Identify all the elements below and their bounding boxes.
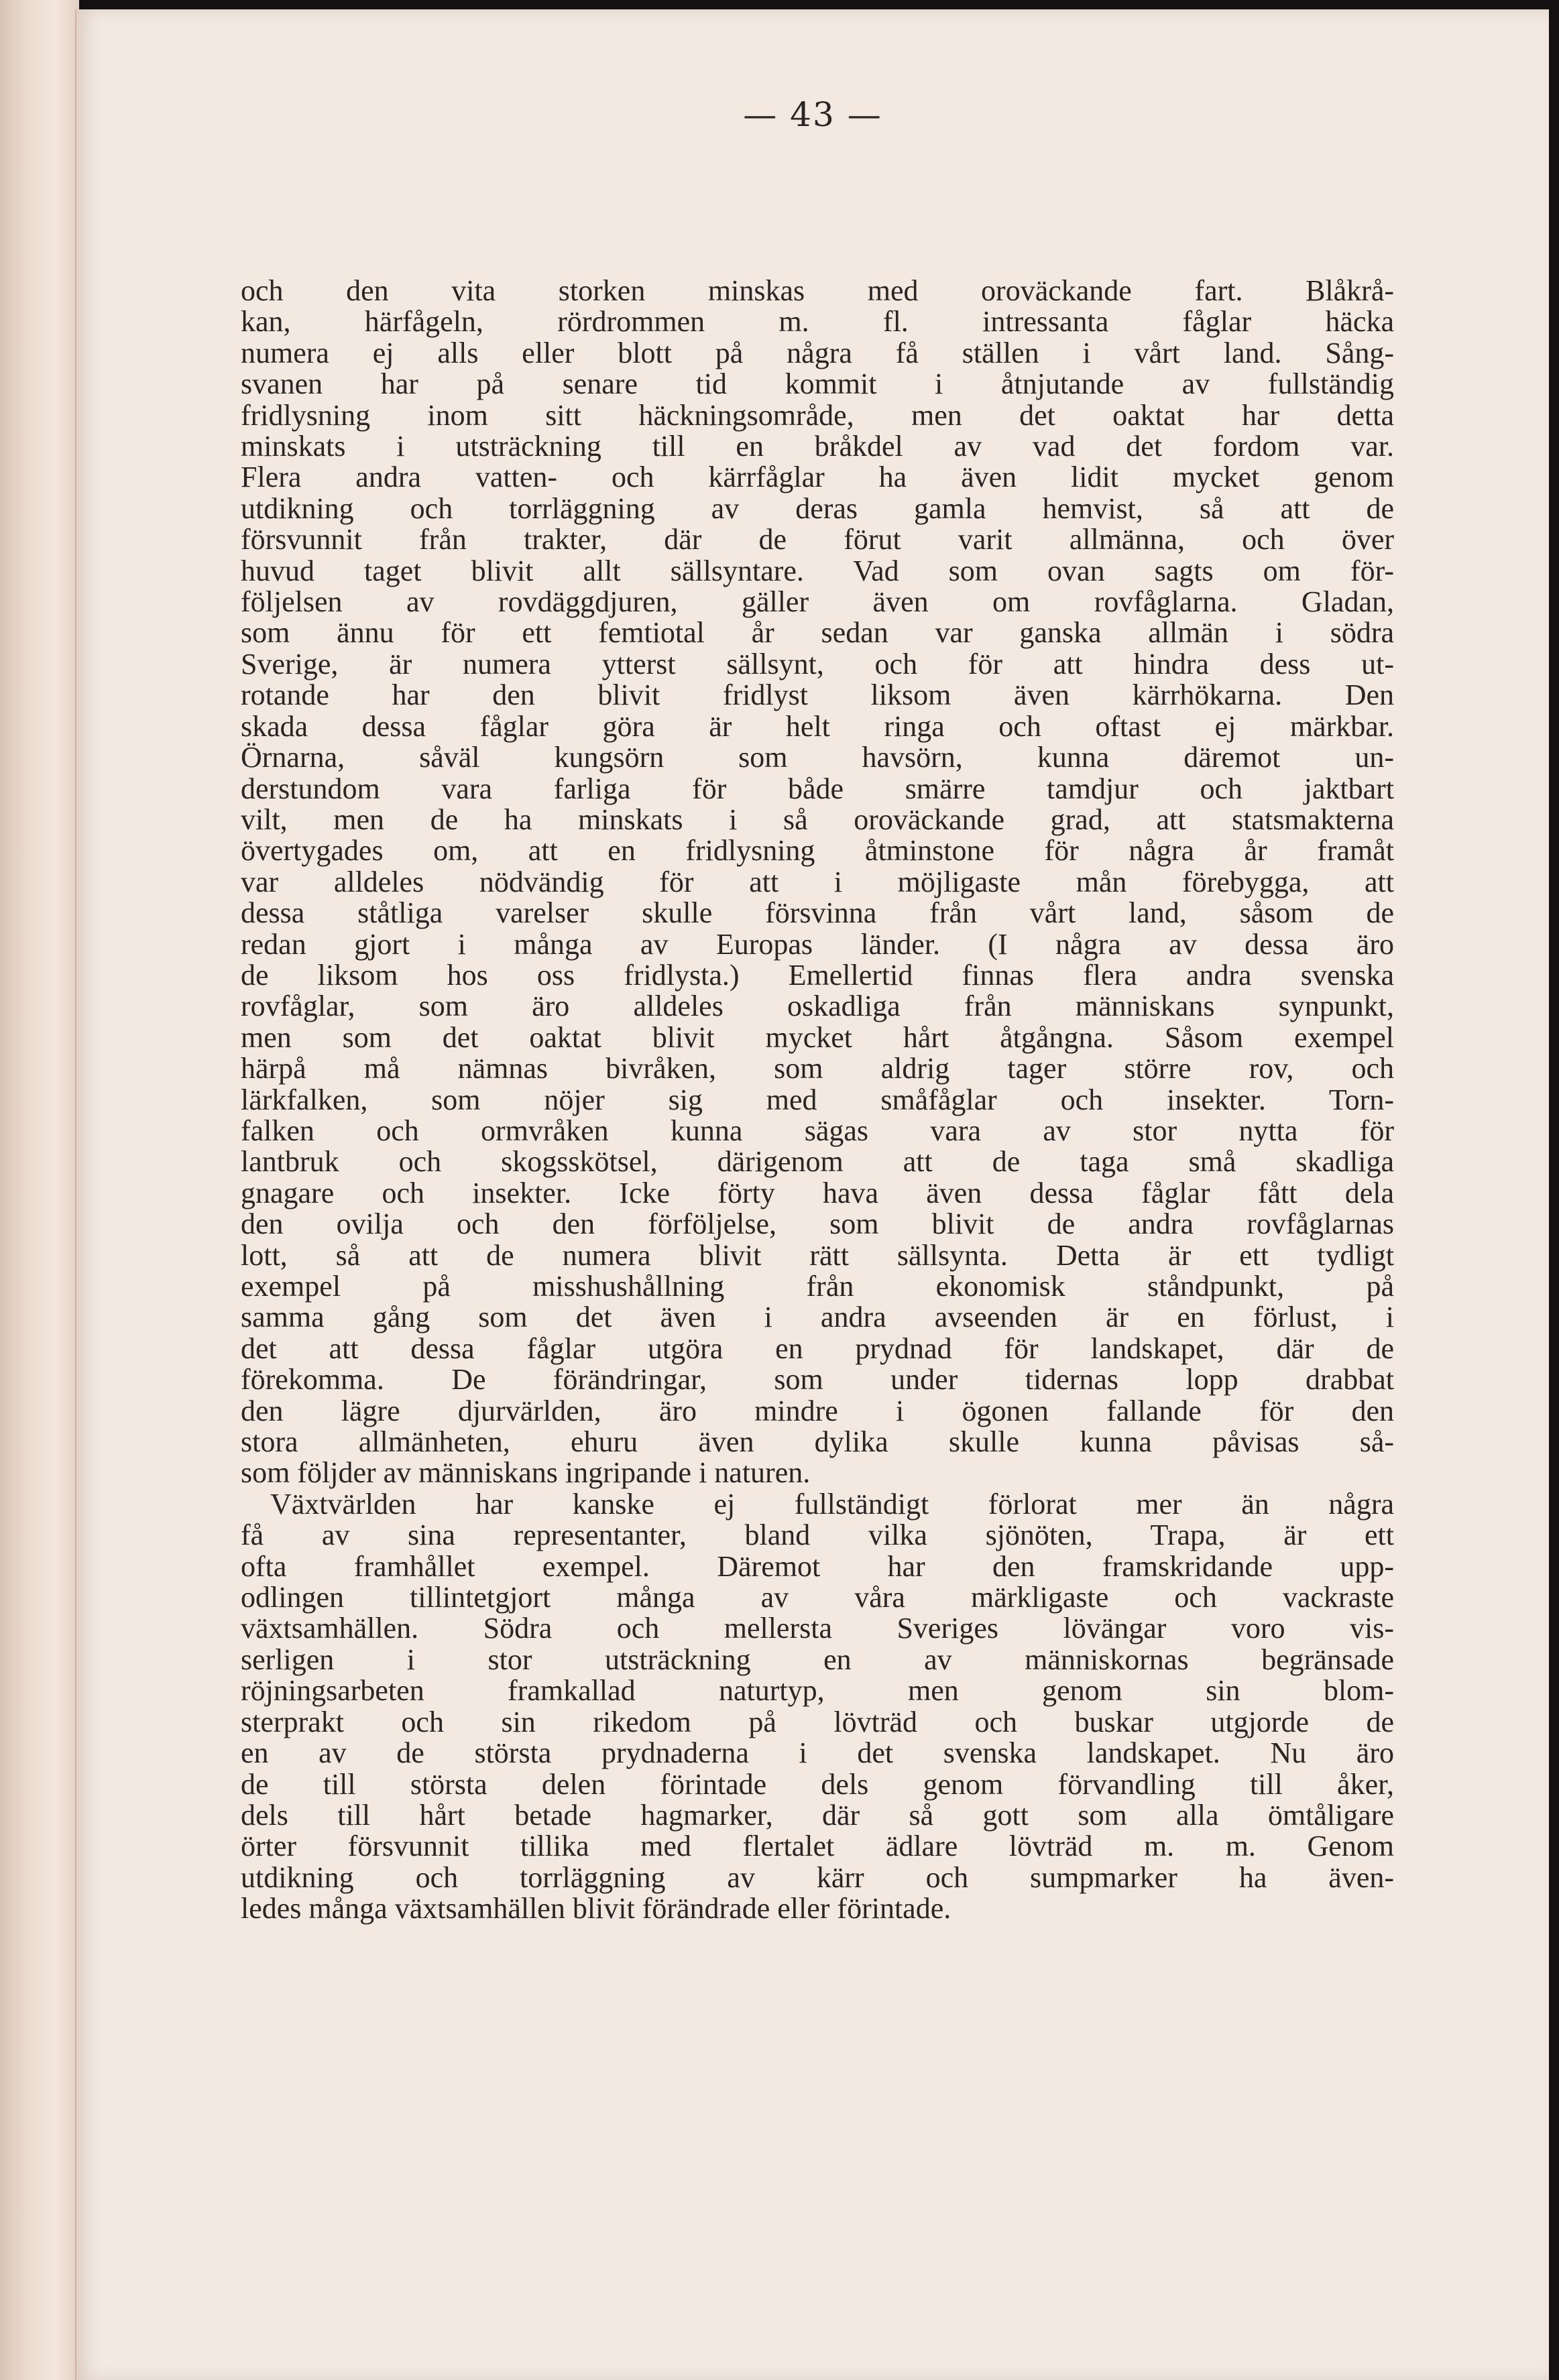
text-line: de till största delen förintade dels genom förvandling till åker, [241, 1767, 1394, 1801]
text-line: örter försvunnit tillika med flertalet ädlare lövträd m. m. Genom [241, 1830, 1394, 1863]
text-line: Örnarna, såväl kungsörn som havsörn, kunna däremot un- [241, 741, 1394, 774]
text-line: ledes många växtsamhällen blivit förändrade eller förintade. [241, 1892, 951, 1925]
text-line: lott, så att de numera blivit rätt sällsynta. Detta är ett tydligt [241, 1238, 1394, 1272]
text-line: dessa ståtliga varelser skulle försvinna från vårt land, såsom de [241, 896, 1394, 930]
text-line: stora allmänheten, ehuru även dylika skulle kunna påvisas så- [241, 1425, 1394, 1459]
body-text [241, 276, 1394, 1925]
text-line: följelsen av rovdäggdjuren, gäller även om rovfåglarna. Gladan, [241, 585, 1394, 619]
text-line: rovfåglar, som äro alldeles oskadliga från människans synpunkt, [241, 990, 1394, 1023]
text-line: svanen har på senare tid kommit i åtnjutande av fullständig [241, 367, 1394, 401]
text-line: odlingen tillintetgjort många av våra märkligaste och vackraste [241, 1581, 1394, 1614]
text-line: sterprakt och sin rikedom på lövträd och buskar utgjorde de [241, 1705, 1394, 1738]
text-line: var alldeles nödvändig för att i möjligaste mån förebygga, att [241, 865, 1394, 898]
text-line: den lägre djurvärlden, äro mindre i ögonen fallande för den [241, 1394, 1394, 1427]
text-line: exempel på misshushållning från ekonomisk ståndpunkt, på [241, 1270, 1394, 1303]
text-line: de liksom hos oss fridlysta.) Emellertid finnas flera andra svenska [241, 958, 1394, 992]
text-line: vilt, men de ha minskats i så oroväckande grad, att statsmakterna [241, 802, 1394, 836]
text-line: serligen i stor utsträckning en av människornas begränsade [241, 1643, 1394, 1676]
text-line: lantbruk och skogsskötsel, därigenom att de taga små skadliga [241, 1145, 1394, 1179]
previous-page-edge [0, 0, 79, 2380]
text-line: minskats i utsträckning till en bråkdel av vad det fordom var. [241, 430, 1394, 463]
text-line: förekomma. De förändringar, som under tidernas lopp drabbat [241, 1363, 1394, 1396]
text-line: Växtvärlden har kanske ej fullständigt förlorat mer än några [270, 1487, 1394, 1521]
text-line: röjningsarbeten framkallad naturtyp, men genom sin blom- [241, 1674, 1394, 1708]
text-line: dels till hårt betade hagmarker, där så gott som alla ömtåligare [241, 1798, 1394, 1832]
text-line: fridlysning inom sitt häckningsområde, men det oaktat har detta [241, 398, 1394, 432]
text-line: utdikning och torrläggning av deras gamla hemvist, så att de [241, 491, 1394, 525]
text-line: utdikning och torrläggning av kärr och sumpmarker ha även- [241, 1860, 1394, 1894]
text-line: försvunnit från trakter, där de förut varit allmänna, och över [241, 523, 1394, 556]
text-line: falken och ormvråken kunna sägas vara av stor nytta för [241, 1114, 1394, 1147]
book-page [75, 9, 1549, 2380]
text-line: skada dessa fåglar göra är helt ringa och oftast ej märkbar. [241, 709, 1394, 743]
text-line: lärkfalken, som nöjer sig med småfåglar och insekter. Torn- [241, 1083, 1394, 1116]
text-line: kan, härfågeln, rördrommen m. fl. intressanta fåglar häcka [241, 305, 1394, 339]
text-line: övertygades om, att en fridlysning åtminstone för några år framåt [241, 834, 1394, 868]
text-line: och den vita storken minskas med oroväckande fart. Blåkrå- [241, 274, 1394, 307]
text-line: få av sina representanter, bland vilka sjönöten, Trapa, är ett [241, 1519, 1394, 1552]
text-line: samma gång som det även i andra avseenden är en förlust, i [241, 1301, 1394, 1334]
text-line: huvud taget blivit allt sällsyntare. Vad som ovan sagts om för- [241, 554, 1394, 587]
text-line: redan gjort i många av Europas länder. (I några av dessa äro [241, 927, 1394, 961]
text-line: som följder av människans ingripande i naturen. [241, 1456, 811, 1490]
text-line: derstundom vara farliga för både smärre tamdjur och jaktbart [241, 772, 1394, 805]
text-line: Flera andra vatten- och kärrfåglar ha även lidit mycket genom [241, 461, 1394, 494]
text-line: som ännu för ett femtiotal år sedan var ganska allmän i södra [241, 616, 1394, 650]
text-line: gnagare och insekter. Icke förty hava även dessa fåglar fått dela [241, 1176, 1394, 1209]
text-line: numera ej alls eller blott på några få ställen i vårt land. Sång- [241, 336, 1394, 369]
text-line: det att dessa fåglar utgöra en prydnad för landskapet, där de [241, 1331, 1394, 1365]
page-number: — 43 — [743, 95, 882, 134]
text-line: ofta framhållet exempel. Däremot har den framskridande upp- [241, 1549, 1394, 1583]
text-line: Sverige, är numera ytterst sällsynt, och för att hindra dess ut- [241, 647, 1394, 680]
text-line: härpå må nämnas bivråken, som aldrig tager större rov, och [241, 1052, 1394, 1085]
text-line: rotande har den blivit fridlyst liksom även kärrhökarna. Den [241, 678, 1394, 712]
text-line: en av de största prydnaderna i det svenska landskapet. Nu äro [241, 1736, 1394, 1770]
text-line: växtsamhällen. Södra och mellersta Sveriges lövängar voro vis- [241, 1612, 1394, 1645]
text-line: den ovilja och den förföljelse, som blivit de andra rovfåglarnas [241, 1207, 1394, 1241]
text-line: men som det oaktat blivit mycket hårt åtgångna. Såsom exempel [241, 1020, 1394, 1054]
